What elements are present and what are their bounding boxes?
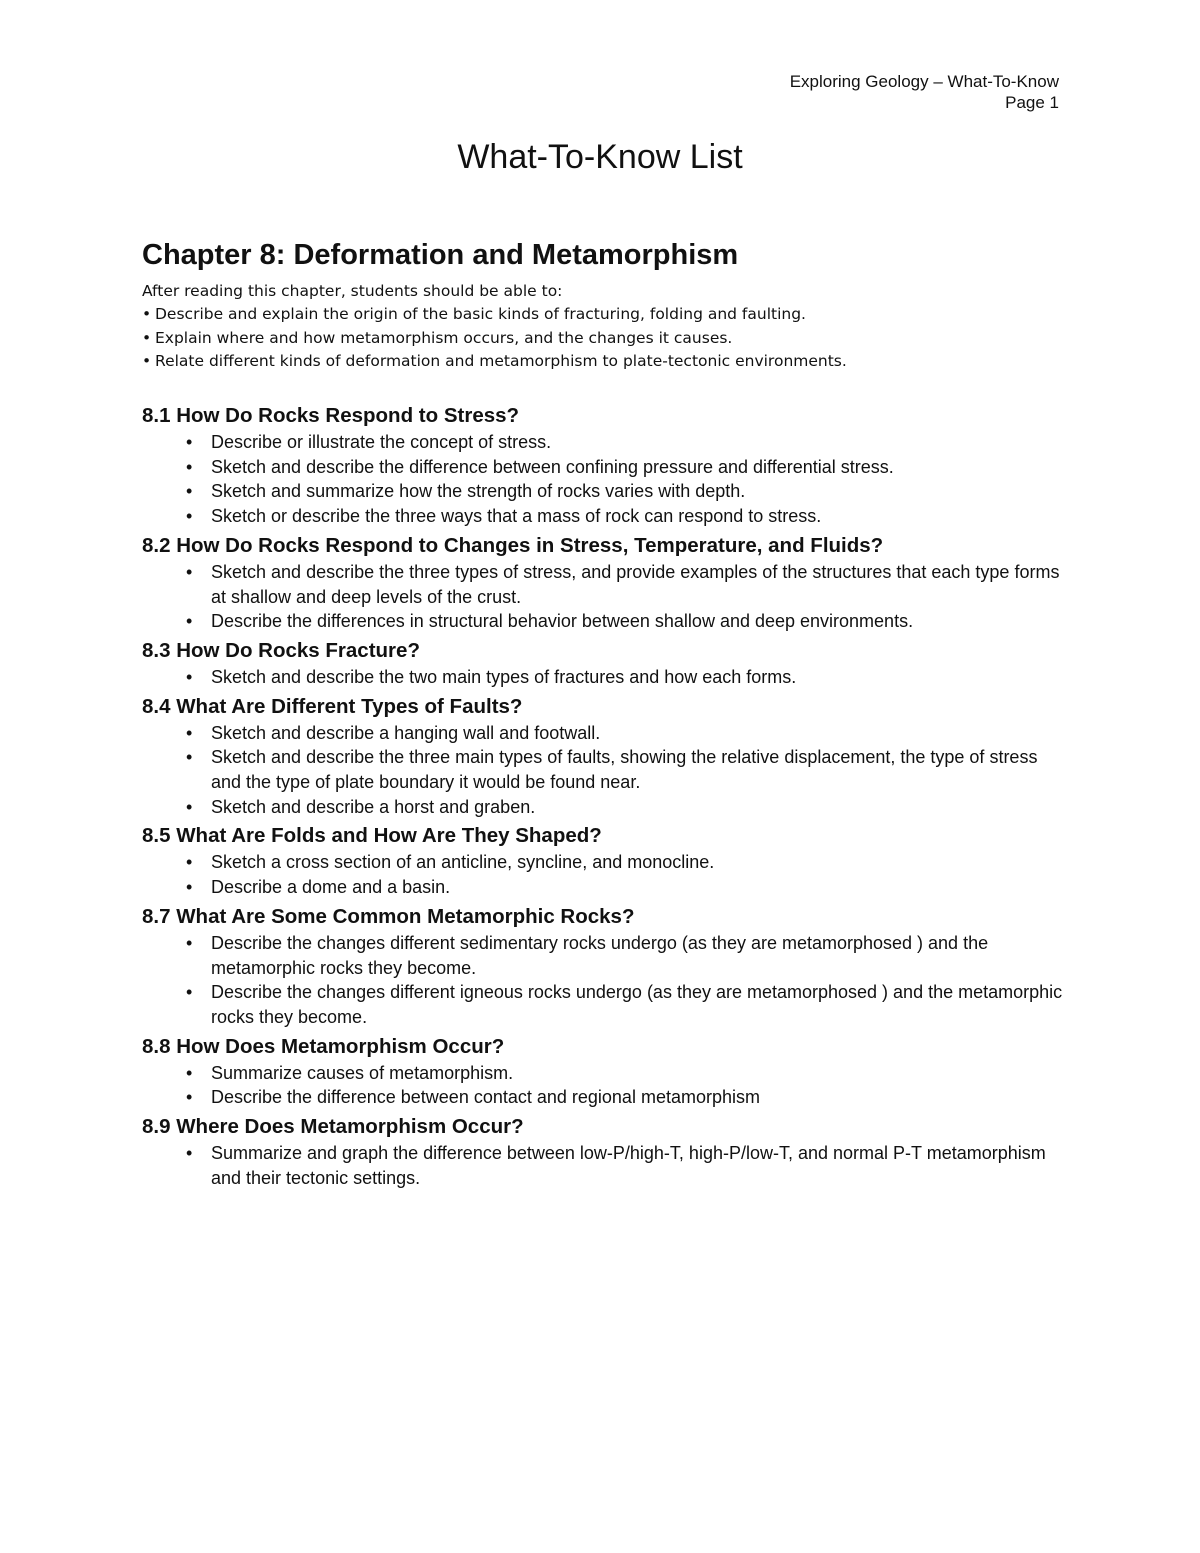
- section-items: [142, 430, 1072, 529]
- list-item: [142, 609, 1072, 634]
- bullet-icon: •: [142, 328, 152, 347]
- bullet-icon: •: [186, 1062, 193, 1083]
- section-items: [142, 721, 1072, 820]
- document-title: What-To-Know List: [457, 138, 743, 176]
- bullet-icon: •: [186, 561, 193, 582]
- bullet-icon: •: [186, 1143, 193, 1164]
- section-title: 8.4 What Are Different Types of Faults?: [142, 694, 523, 718]
- bullet-icon: •: [186, 481, 193, 502]
- section-title: 8.2 How Do Rocks Respond to Changes in Stress, Temperature, and Fluids?: [142, 533, 884, 557]
- section-items: [142, 1141, 1072, 1190]
- item-text: Describe the changes different sedimentary rocks undergo (as they are metamorphosed ) and the metamorphic rocks they become.: [211, 932, 989, 978]
- item-text: Sketch and describe the two main types of fractures and how each forms.: [211, 666, 797, 687]
- bullet-icon: •: [142, 305, 152, 324]
- list-item: [142, 430, 1072, 455]
- list-item: [142, 1061, 1072, 1086]
- section-title: 8.3 How Do Rocks Fracture?: [142, 638, 420, 662]
- item-text: Describe the changes different igneous rocks undergo (as they are metamorphosed ) and the metamorphic rocks they become.: [211, 982, 1063, 1027]
- objective-item: [142, 303, 1102, 326]
- objective-item: [142, 327, 1102, 350]
- item-text: Describe a dome and a basin.: [211, 877, 451, 898]
- item-text: Sketch and describe the three types of stress, and provide examples of the structures that each type forms at shallow and deep levels of the crust.: [211, 561, 1060, 607]
- list-item: [142, 721, 1072, 746]
- bullet-icon: •: [186, 722, 193, 743]
- bullet-icon: •: [186, 666, 193, 687]
- section-items: [142, 665, 1072, 690]
- list-item: [142, 479, 1072, 504]
- bullet-icon: •: [186, 852, 193, 873]
- list-item: [142, 850, 1072, 875]
- section-title: 8.1 How Do Rocks Respond to Stress?: [142, 404, 520, 427]
- sections-list: [142, 402, 1072, 1193]
- header-line-1: Exploring Geology – What-To-Know: [789, 72, 1059, 91]
- objectives-list: [142, 303, 1102, 373]
- item-text: Sketch and describe a horst and graben.: [211, 796, 536, 817]
- section-items: [142, 850, 1072, 899]
- list-item: [142, 875, 1072, 900]
- bullet-icon: •: [186, 506, 193, 527]
- list-item: [142, 931, 1072, 980]
- section-title: 8.5 What Are Folds and How Are They Shaped?: [142, 824, 602, 848]
- item-text: Summarize causes of metamorphism.: [211, 1062, 514, 1083]
- list-item: [142, 980, 1072, 1029]
- list-item: [142, 795, 1072, 820]
- list-item: [142, 1085, 1072, 1110]
- item-text: Sketch and describe a hanging wall and footwall.: [211, 722, 601, 743]
- bullet-icon: •: [186, 982, 193, 1003]
- bullet-icon: •: [186, 456, 193, 477]
- bullet-icon: •: [186, 932, 193, 953]
- item-text: Summarize and graph the difference between low-P/high-T, high-P/low-T, and normal P-T metamorphism and their tectonic settings.: [211, 1143, 1046, 1188]
- bullet-icon: •: [186, 877, 193, 898]
- bullet-icon: •: [186, 1087, 193, 1108]
- list-item: [142, 745, 1072, 794]
- bullet-icon: •: [186, 747, 193, 768]
- bullet-icon: •: [186, 611, 193, 632]
- section-items: [142, 1061, 1072, 1110]
- item-text: Sketch and summarize how the strength of rocks varies with depth.: [211, 481, 746, 502]
- intro-lead: After reading this chapter, students should be able to:: [142, 282, 563, 300]
- item-text: Sketch and describe the three main types of faults, showing the relative displacement, the type of stress and the type of plate boundary it would be found near.: [211, 747, 1038, 793]
- objective-text: Describe and explain the origin of the basic kinds of fracturing, folding and faulting.: [155, 305, 806, 324]
- objective-text: Explain where and how metamorphism occurs, and the changes it causes.: [155, 328, 733, 347]
- section-items: [142, 931, 1072, 1030]
- header-page-number: Page 1: [1005, 93, 1059, 112]
- item-text: Sketch and describe the difference between confining pressure and differential stress.: [211, 456, 894, 477]
- list-item: [142, 560, 1072, 609]
- item-text: Describe the difference between contact and regional metamorphism: [211, 1087, 760, 1108]
- list-item: [142, 455, 1072, 480]
- bullet-icon: •: [186, 432, 193, 452]
- section-title: 8.8 How Does Metamorphism Occur?: [142, 1034, 505, 1058]
- item-text: Sketch or describe the three ways that a mass of rock can respond to stress.: [211, 506, 822, 527]
- list-item: [142, 1141, 1072, 1190]
- bullet-icon: •: [186, 796, 193, 817]
- chapter-intro: [142, 280, 1102, 373]
- section-items: [142, 560, 1072, 634]
- running-header: [790, 71, 1059, 113]
- item-text: Sketch a cross section of an anticline, syncline, and monocline.: [211, 852, 715, 873]
- section-title: 8.9 Where Does Metamorphism Occur?: [142, 1115, 524, 1139]
- item-text: Describe or illustrate the concept of stress.: [211, 432, 552, 452]
- section-title: 8.7 What Are Some Common Metamorphic Rocks?: [142, 904, 635, 928]
- chapter-title: Chapter 8: Deformation and Metamorphism: [142, 239, 739, 271]
- list-item: [142, 504, 1072, 529]
- objective-item: [142, 350, 1102, 373]
- item-text: Describe the differences in structural behavior between shallow and deep environments.: [211, 611, 914, 632]
- list-item: [142, 665, 1072, 690]
- objective-text: Relate different kinds of deformation and metamorphism to plate-tectonic environments.: [155, 351, 847, 370]
- bullet-icon: •: [142, 351, 152, 370]
